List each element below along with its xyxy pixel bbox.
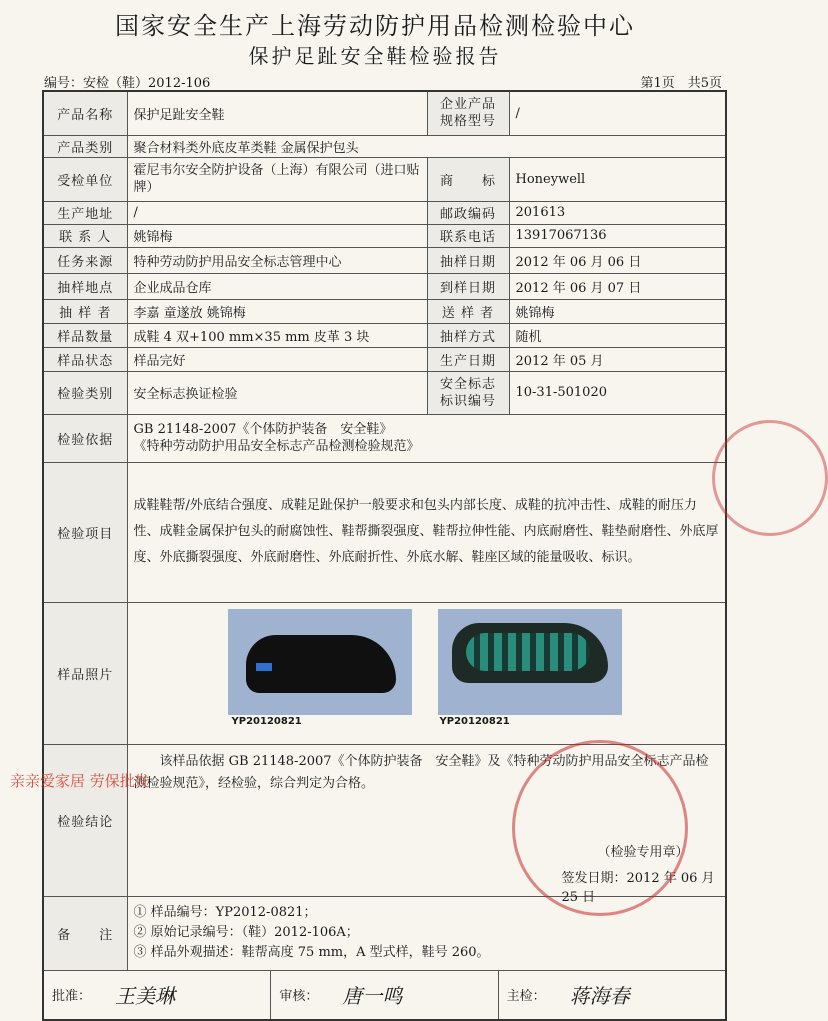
sample-photo-sole [438,609,622,715]
table-row [43,371,726,414]
value-sampling-place: 企业成品仓库 [127,273,427,299]
report-table [42,90,727,1021]
inspect-signature: 蒋海春 [569,984,630,1008]
table-row [43,224,726,247]
seal-caption: （检验专用章） [597,844,689,860]
value-sampling-method: 随机 [509,323,726,347]
table-row [43,896,726,970]
value-contact: 姚锦梅 [127,224,427,247]
photo-caption-2: YP20120821 [439,715,510,727]
approve-label: 批准： [52,989,92,1004]
value-brand: Honeywell [509,157,726,201]
value-sampler: 李嘉 童遂放 姚锦梅 [127,299,427,323]
table-row [43,462,726,602]
issue-date [562,867,726,905]
table-row [43,247,726,273]
table-row [43,347,726,371]
sole-tread [466,633,590,671]
review-signature: 唐一鸣 [342,984,403,1008]
label-arrival-date: 到样日期 [427,273,509,299]
value-sender: 姚锦梅 [509,299,726,323]
report-title-org: 国家安全生产上海劳动防护用品检测检验中心 [115,12,635,40]
value-inspection-type: 安全标志换证检验 [127,371,427,414]
value-basis [127,414,726,462]
inspect-label: 主检： [506,989,546,1004]
remark-2: ② 原始记录编号：（鞋）2012-106A； [133,925,359,940]
label-safety-mark-no: 安全标志标识编号 [427,371,509,414]
value-category: 聚合材料类外底皮革类鞋 金属保护包头 [127,135,726,157]
label-production-date: 生产日期 [427,347,509,371]
conclusion-text: 该样品依据 GB 21148-2007《个体防护装备 安全鞋》及《特种劳动防护用品安全标志产品检测检验规范》，经检验，综合判定为合格。 [133,753,709,791]
label-contact: 联 系 人 [43,224,127,247]
value-address: / [127,201,427,224]
value-postcode: 201613 [509,201,726,224]
sample-photo-side [228,609,412,715]
table-row [43,135,726,157]
table-row [43,602,726,744]
inspect-block [499,971,725,1019]
value-inspected-unit: 霍尼韦尔安全防护设备（上海）有限公司（进口贴牌） [127,157,427,201]
table-row [43,91,726,135]
value-items: 成鞋鞋帮/外底结合强度、成鞋足趾保护一般要求和包头内部长度、成鞋的抗冲击性、成鞋的耐压力性、成鞋金属保护包头的耐腐蚀性、鞋帮撕裂强度、鞋帮拉伸性能、内底耐磨性、鞋垫耐磨性、外底厚度、外底撕裂强度、外底耐磨性、外底耐折性、外底水解、鞋座区域的能量吸收、标识。 [127,462,726,602]
label-phone: 联系电话 [427,224,509,247]
page-info: 第1页 共5页 [640,76,722,91]
label-task-source: 任务来源 [43,247,127,273]
basis-line-2: 《特种劳动防护用品安全标志产品检测检验规范》 [133,439,420,454]
value-arrival-date: 2012 年 06 月 07 日 [509,273,726,299]
label-postcode: 邮政编码 [427,201,509,224]
value-safety-mark-no: 10-31-501020 [509,371,726,414]
issue-date-label: 签发日期： [561,870,627,886]
label-remarks: 备 注 [43,896,127,970]
label-sampling-date: 抽样日期 [427,247,509,273]
label-category: 产品类别 [43,135,127,157]
label-brand: 商 标 [427,157,509,201]
label-inspected-unit: 受检单位 [43,157,127,201]
label-photos: 样品照片 [43,602,127,744]
label-sender: 送 样 者 [427,299,509,323]
table-row [43,157,726,201]
table-row [43,201,726,224]
remarks-cell [127,896,726,970]
review-label: 审核： [279,989,319,1004]
label-sampling-place: 抽样地点 [43,273,127,299]
approve-block [44,971,271,1019]
label-sampling-method: 抽样方式 [427,323,509,347]
photo-caption-1: YP20120821 [231,715,302,727]
approve-signature: 王美琳 [115,984,176,1008]
value-task-source: 特种劳动防护用品安全标志管理中心 [127,247,427,273]
photos-cell [127,602,726,744]
watermark-text: 亲亲爱家居 劳保批发 [10,772,150,790]
report-title: 保护足趾安全鞋检验报告 [248,44,502,68]
label-inspection-type: 检验类别 [43,371,127,414]
label-basis: 检验依据 [43,414,127,462]
label-sample-state: 样品状态 [43,347,127,371]
signature-cell [43,970,726,1020]
table-row [43,299,726,323]
remark-3: ③ 样品外观描述：鞋帮高度 75 mm，A 型式样，鞋号 260。 [133,945,490,960]
label-sampler: 抽 样 者 [43,299,127,323]
remark-1: ① 样品编号：YP2012-0821； [133,905,317,920]
label-spec-model: 企业产品规格型号 [427,91,509,135]
signature-row [43,970,726,1020]
value-product-name: 保护足趾安全鞋 [127,91,427,135]
basis-line-1: GB 21148-2007《个体防护装备 安全鞋》 [133,422,393,437]
report-number: 编号：安检（鞋）2012-106 [44,76,211,91]
shoe-tag [256,663,272,671]
value-phone: 13917067136 [509,224,726,247]
value-sample-state: 样品完好 [127,347,427,371]
value-quantity: 成鞋 4 双+100 mm×35 mm 皮革 3 块 [127,323,427,347]
table-row [43,273,726,299]
label-conclusion: 检验结论 [43,744,127,896]
review-block [271,971,498,1019]
edge-seal-stamp [712,420,828,536]
table-row [43,323,726,347]
conclusion-cell [127,744,726,905]
value-spec-model: / [509,91,726,135]
table-row [43,744,726,896]
label-address: 生产地址 [43,201,127,224]
issue-date-value: 2012 年 06 月 25 日 [561,870,715,905]
value-production-date: 2012 年 05 月 [509,347,726,371]
value-sampling-date: 2012 年 06 月 06 日 [509,247,726,273]
table-row [43,414,726,462]
label-product-name: 产品名称 [43,91,127,135]
label-items: 检验项目 [43,462,127,602]
label-quantity: 样品数量 [43,323,127,347]
